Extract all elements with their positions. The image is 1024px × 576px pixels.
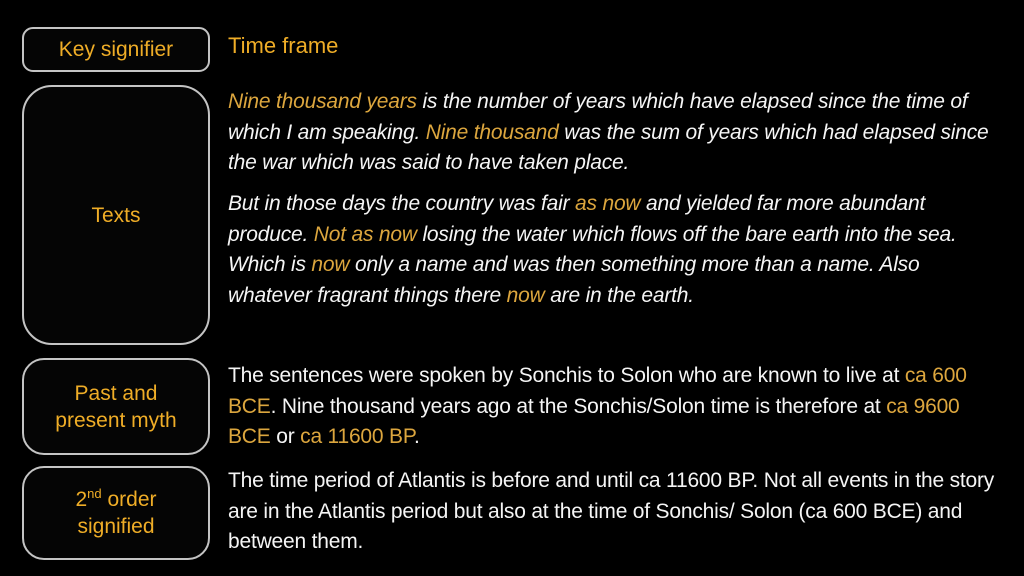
page-title: Time frame bbox=[228, 33, 339, 58]
body-text: The time period of Atlantis is before and until ca 11600 BP. Not all events in the story are in the Atlantis period but also at the time of Sonchis/ Solon (ca 600 BCE) and between them. bbox=[228, 469, 995, 553]
highlighted-text: now bbox=[311, 253, 350, 276]
quote-paragraph-country bbox=[228, 189, 1000, 311]
texts-box bbox=[22, 85, 210, 345]
body-text: . bbox=[413, 425, 420, 448]
body-text: The sentences were spoken by Sonchis to Solon who are known to live at bbox=[228, 364, 905, 387]
second-order-label-line2: signified bbox=[77, 515, 155, 538]
past-present-myth-label-line2: present myth bbox=[55, 408, 177, 432]
second-order-signified-box bbox=[22, 466, 210, 560]
highlighted-text: Not as now bbox=[313, 222, 417, 246]
highlighted-text: ca 9600 BCE bbox=[228, 394, 960, 448]
past-present-myth-box bbox=[22, 358, 210, 455]
second-order-label-line1 bbox=[75, 486, 156, 513]
highlighted-text: ca 11600 BP bbox=[300, 425, 414, 448]
second-order-word: order bbox=[101, 488, 157, 511]
past-present-myth-paragraph bbox=[228, 361, 1000, 453]
body-text: only a name and was then something more than a name. Also whatever fragrant things there bbox=[228, 253, 920, 307]
key-signifier-box bbox=[22, 27, 210, 72]
key-signifier-label: Key signifier bbox=[58, 38, 174, 61]
body-text: . Nine thousand years ago at the Sonchis/Solon time is therefore at bbox=[270, 394, 887, 418]
texts-label: Texts bbox=[91, 203, 141, 227]
body-text: are in the earth. bbox=[544, 283, 694, 307]
past-present-myth-label-line1: Past and bbox=[74, 381, 158, 405]
highlighted-text: Nine thousand years bbox=[228, 90, 417, 113]
second-order-ordinal-suffix: nd bbox=[87, 486, 102, 501]
body-text: or bbox=[270, 425, 301, 448]
highlighted-text: as now bbox=[575, 192, 641, 215]
highlighted-text: ca 600 BCE bbox=[228, 364, 967, 418]
quote-paragraph-nine-thousand bbox=[228, 87, 1000, 179]
second-order-signified-paragraph bbox=[228, 466, 1000, 558]
second-order-number: 2 bbox=[75, 488, 88, 511]
body-text: is the number of years which have elapsed since the time of which I am speaking. bbox=[228, 90, 968, 144]
body-text: was the sum of years which had elapsed since the war which was said to have taken place. bbox=[228, 120, 989, 174]
body-text: But in those days the country was fair bbox=[228, 192, 576, 215]
body-text: losing the water which flows off the bare earth into the sea. Which is bbox=[228, 222, 957, 276]
highlighted-text: Nine thousand bbox=[425, 120, 559, 144]
highlighted-text: now bbox=[506, 283, 545, 307]
body-text: and yielded far more abundant produce. bbox=[228, 192, 926, 246]
